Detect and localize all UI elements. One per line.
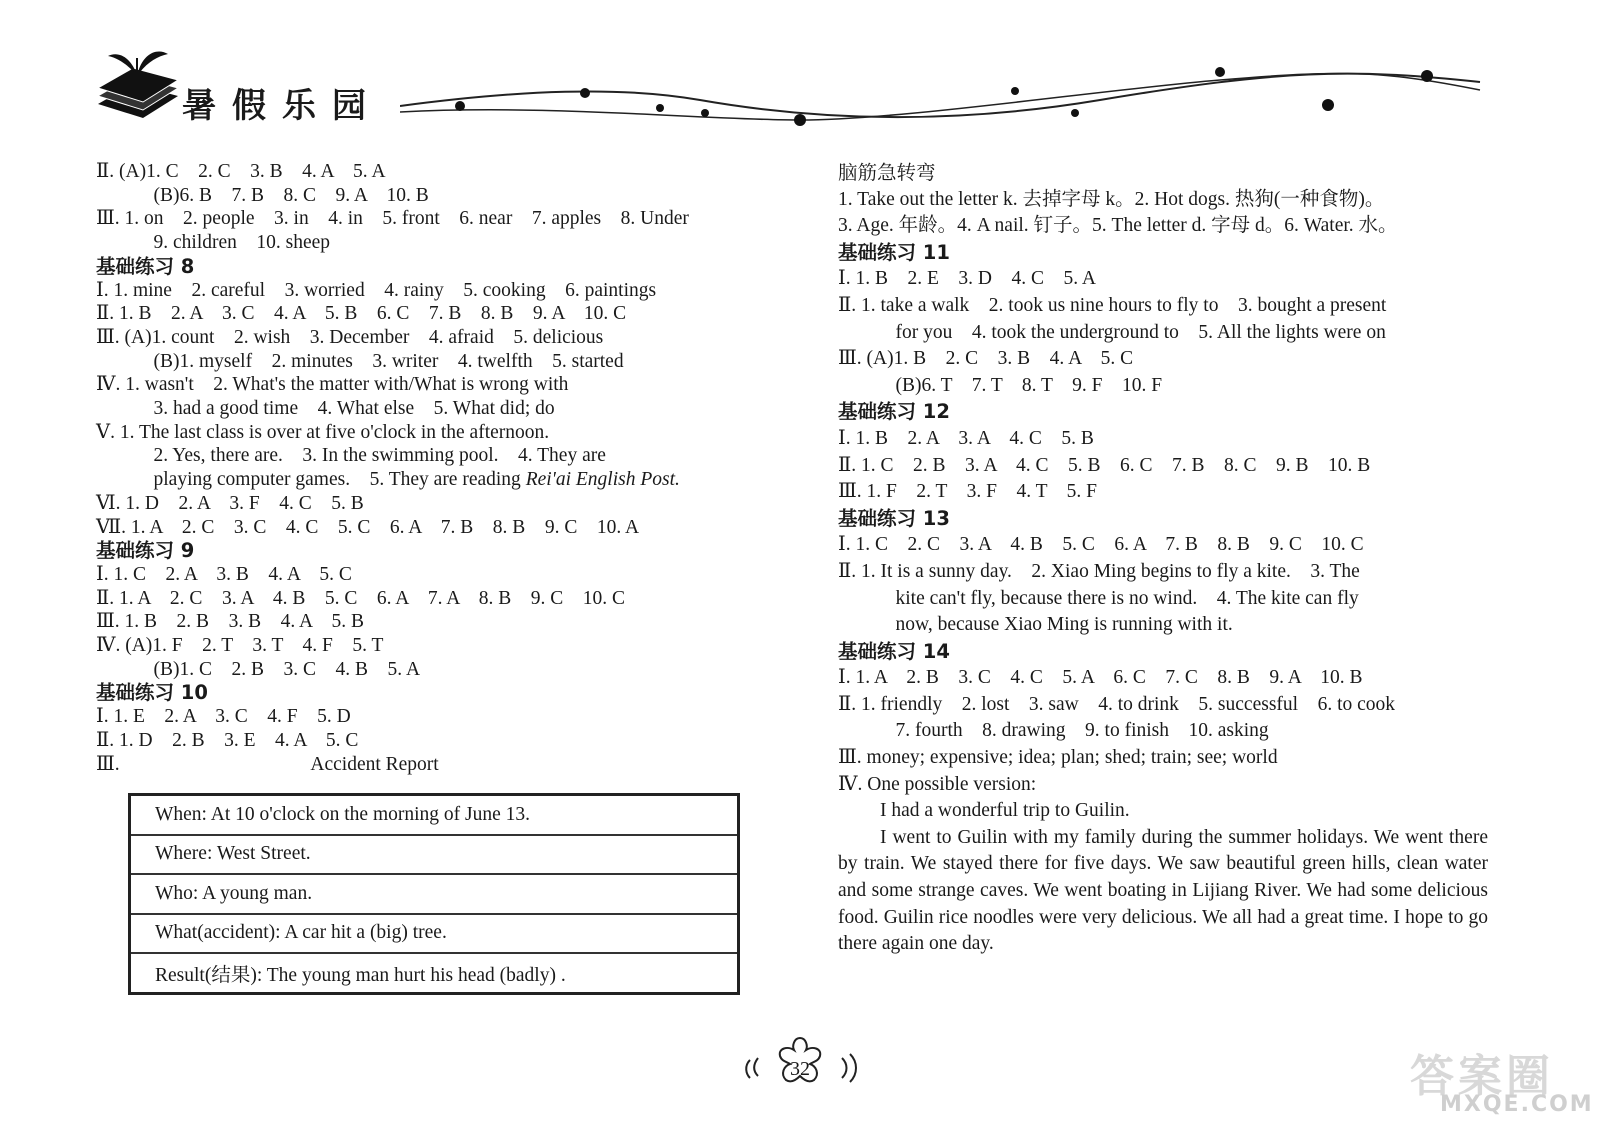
answer-text: playing computer games. 5. They are reading [134, 469, 521, 491]
answer-line: 2. Yes, there are. 3. In the swimming pool. 4. They are [134, 445, 606, 467]
page-header [0, 0, 1600, 150]
answer-line: 3. Age. 年龄。4. A nail. 钉子。5. The letter d. 字母 d。6. Water. 水。 [838, 215, 1398, 237]
watermark-chinese: 答案圈 [1410, 1051, 1554, 1102]
section-heading-8: 基础练习 8 [96, 254, 195, 278]
table-row [130, 795, 739, 835]
answer-line: (B)6. B 7. B 8. C 9. A 10. B [134, 184, 429, 206]
section-heading-12: 基础练习 12 [838, 400, 950, 424]
answer-line: for you 4. took the underground to 5. All the lights were on [876, 321, 1386, 343]
right-column [838, 160, 1528, 958]
decorative-wave-lines [400, 60, 1490, 130]
watermark-url: MXQE.COM [1440, 1092, 1594, 1117]
answer-line: Ⅲ. 1. on 2. people 3. in 4. in 5. front 6. near 7. apples 8. Under [96, 208, 689, 230]
report-cell: When: At 10 o'clock on the morning of June 13. [155, 803, 531, 825]
answer-line: Ⅱ. 1. take a walk 2. took us nine hours to fly to 3. bought a present [838, 294, 1387, 316]
section-heading-11: 基础练习 11 [838, 240, 950, 264]
report-title: Accident Report [310, 753, 439, 775]
answer-line: (B)1. C 2. B 3. C 4. B 5. A [134, 658, 421, 680]
answer-line: Ⅶ. 1. A 2. C 3. C 4. C 5. C 6. A 7. B 8. B 9. C 10. A [96, 516, 640, 538]
answer-line: Ⅰ. 1. C 2. A 3. B 4. A 5. C [96, 563, 352, 585]
answer-line: 1. Take out the letter k. 去掉字母 k。2. Hot dogs. 热狗(一种食物)。 [838, 188, 1385, 210]
report-cell: What(accident): A car hit a (big) tree. [130, 914, 739, 954]
answer-line [96, 753, 776, 777]
page-number: 32 [790, 1058, 810, 1080]
table-row [130, 953, 739, 993]
answer-line: Ⅰ. 1. mine 2. careful 3. worried 4. rainy 5. cooking 6. paintings [96, 279, 657, 301]
answer-line [96, 468, 776, 492]
answer-line: Ⅰ. 1. B 2. A 3. A 4. C 5. B [838, 427, 1094, 449]
answer-line: Ⅳ. 1. wasn't 2. What's the matter with/What is wrong with [96, 374, 569, 396]
answer-line: Ⅰ. 1. A 2. B 3. C 4. C 5. A 6. C 7. C 8. B 9. A 10. B [838, 667, 1363, 689]
essay-body: I went to Guilin with my family during the summer holidays. We went there by train. We stayed there for five days. We saw beautiful green hills, clean water and some strange caves. We went boating in Lijiang River. We had some delicious food. Guilin rice noodles were very delicious. We all had a great time. I hope to go there again one day. [838, 826, 1488, 955]
report-cell: Where: West Street. [130, 835, 739, 875]
answer-line: Ⅲ. money; expensive; idea; plan; shed; train; see; world [838, 747, 1278, 769]
answer-line: Ⅱ. 1. B 2. A 3. C 4. A 5. B 6. C 7. B 8. B 9. A 10. C [96, 303, 627, 325]
page-title: 暑假乐园 [182, 86, 382, 126]
section-heading-10: 基础练习 10 [96, 681, 208, 705]
answer-line: (B)6. T 7. T 8. T 9. F 10. F [876, 374, 1163, 396]
roman-numeral: Ⅲ. [96, 753, 120, 775]
section-heading-13: 基础练习 13 [838, 506, 950, 530]
answer-line: kite can't fly, because there is no wind. 4. The kite can fly [876, 587, 1359, 609]
essay-title: I had a wonderful trip to Guilin. [880, 800, 1130, 822]
left-column [96, 160, 776, 776]
answer-line: Ⅳ. One possible version: [838, 773, 1037, 795]
table-row [130, 835, 739, 875]
answer-line: Ⅲ. 1. F 2. T 3. F 4. T 5. F [838, 481, 1098, 503]
answer-line: Ⅰ. 1. E 2. A 3. C 4. F 5. D [96, 706, 351, 728]
answer-line: Ⅵ. 1. D 2. A 3. F 4. C 5. B [96, 492, 364, 514]
answer-line: Ⅱ. (A)1. C 2. C 3. B 4. A 5. A [96, 161, 386, 182]
answer-line: 9. children 10. sheep [134, 232, 331, 254]
answer-line: (B)1. myself 2. minutes 3. writer 4. twelfth 5. started [134, 350, 624, 372]
answer-line: now, because Xiao Ming is running with it. [876, 614, 1233, 636]
section-heading-brain-teaser: 脑筋急转弯 [838, 161, 936, 184]
answer-line: Ⅳ. (A)1. F 2. T 3. T 4. F 5. T [96, 635, 384, 657]
answer-line: Ⅴ. 1. The last class is over at five o'clock in the afternoon. [96, 421, 550, 443]
newspaper-title: Rei'ai English Post. [525, 469, 680, 491]
answer-line: Ⅰ. 1. B 2. E 3. D 4. C 5. A [838, 268, 1096, 290]
answer-line: Ⅲ. (A)1. count 2. wish 3. December 4. afraid 5. delicious [96, 326, 604, 348]
section-heading-14: 基础练习 14 [838, 639, 950, 663]
accident-report-table [128, 793, 740, 995]
answer-line: Ⅰ. 1. C 2. C 3. A 4. B 5. C 6. A 7. B 8. B 9. C 10. C [838, 534, 1364, 556]
answer-line: Ⅱ. 1. C 2. B 3. A 4. C 5. B 6. C 7. B 8. C 9. B 10. B [838, 454, 1371, 476]
answer-line: Ⅱ. 1. A 2. C 3. A 4. B 5. C 6. A 7. A 8. B 9. C 10. C [96, 587, 626, 609]
report-cell: Who: A young man. [130, 874, 739, 914]
answer-line: Ⅱ. 1. friendly 2. lost 3. saw 4. to drink 5. successful 6. to cook [838, 693, 1396, 715]
answer-line: 3. had a good time 4. What else 5. What did; do [134, 398, 555, 420]
answer-line: Ⅱ. 1. It is a sunny day. 2. Xiao Ming begins to fly a kite. 3. The [838, 560, 1360, 582]
report-cell: Result(结果): The young man hurt his head (badly) . [130, 953, 739, 993]
book-sprout-logo-icon [88, 44, 183, 124]
answer-line: 7. fourth 8. drawing 9. to finish 10. asking [876, 720, 1269, 742]
table-row [130, 914, 739, 954]
section-heading-9: 基础练习 9 [96, 539, 195, 563]
answer-line: Ⅱ. 1. D 2. B 3. E 4. A 5. C [96, 729, 359, 751]
table-row [130, 874, 739, 914]
answer-line: Ⅲ. 1. B 2. B 3. B 4. A 5. B [96, 611, 365, 633]
answer-line: Ⅲ. (A)1. B 2. C 3. B 4. A 5. C [838, 348, 1134, 370]
